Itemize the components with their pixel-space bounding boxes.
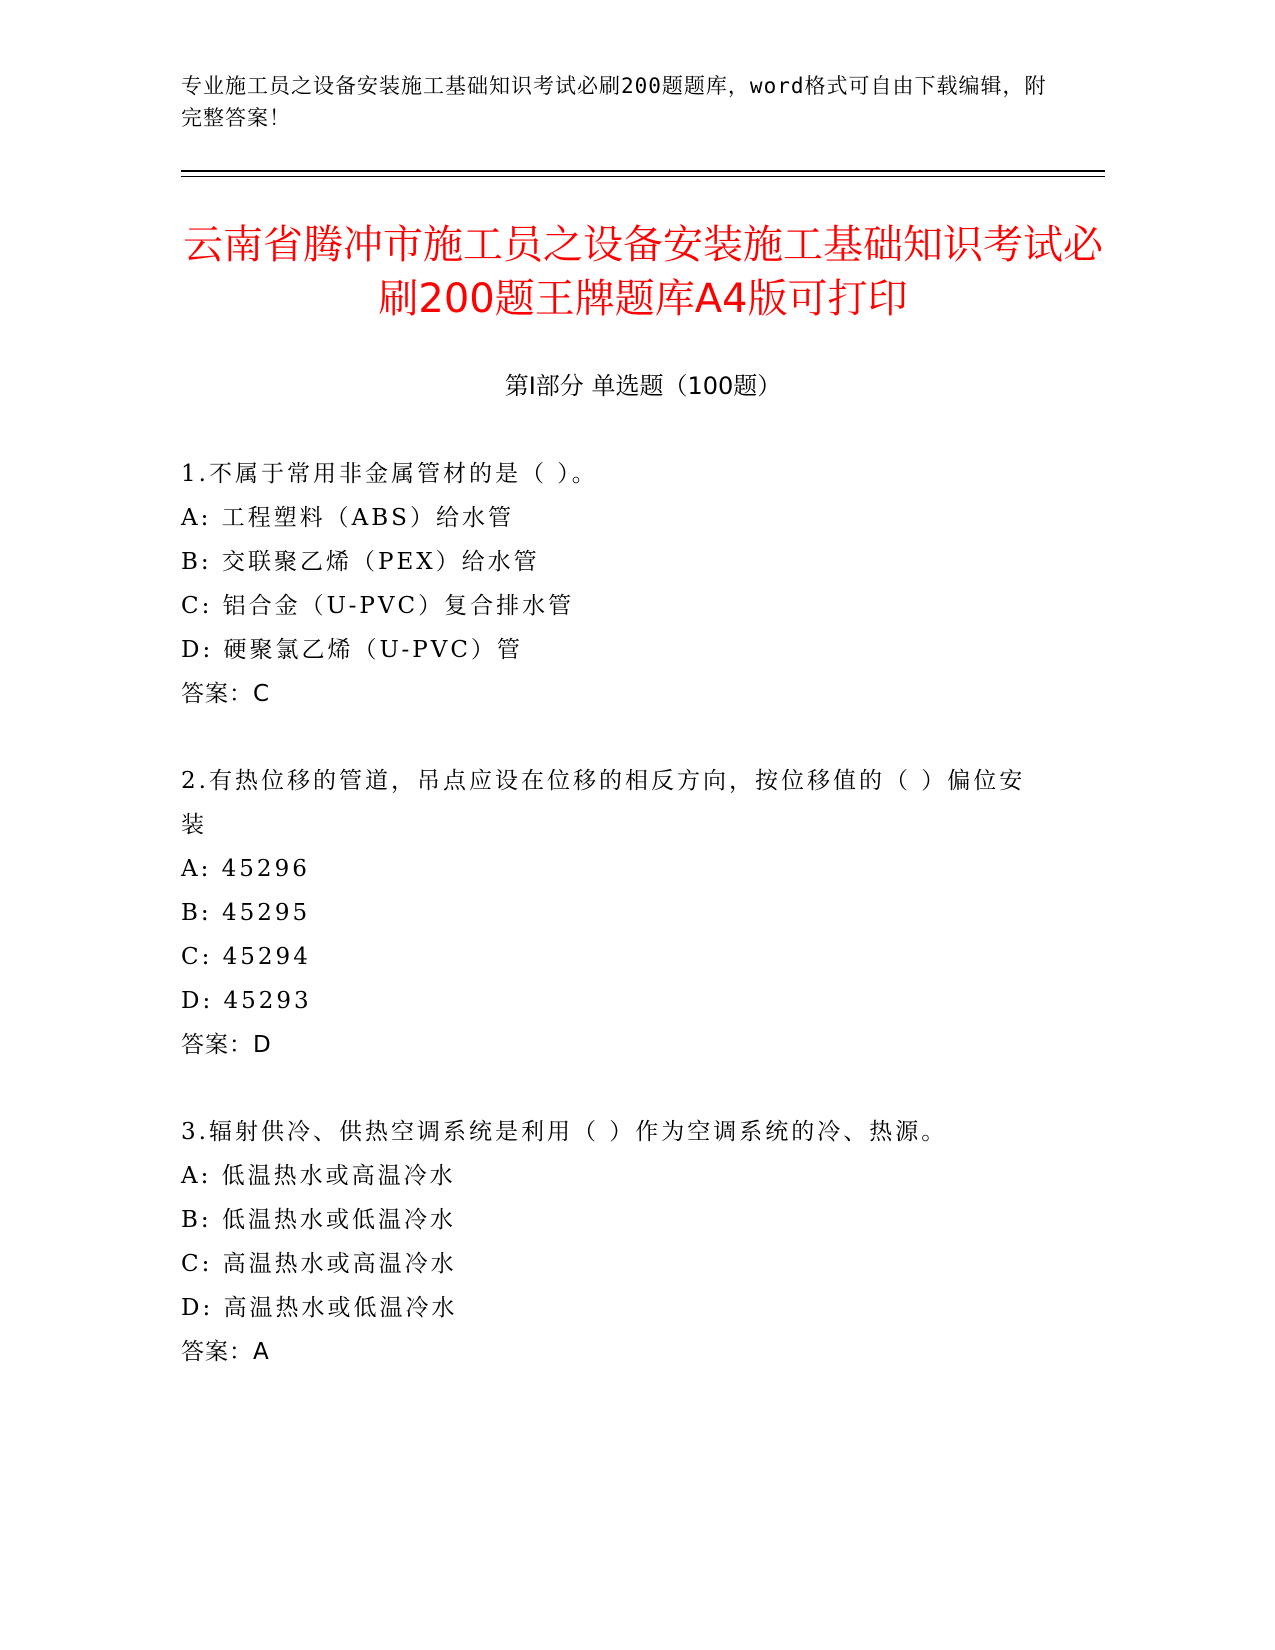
answer: 答案：D <box>181 1032 272 1058</box>
option-a: A: 低温热水或高温冷水 <box>181 1163 456 1189</box>
option-d: D: 45293 <box>181 988 312 1014</box>
option-d: D: 高温热水或低温冷水 <box>181 1295 458 1321</box>
answer: 答案：A <box>181 1339 270 1365</box>
option-b: B: 交联聚乙烯（PEX）给水管 <box>181 549 540 575</box>
header-note: 专业施工员之设备安装施工基础知识考试必刷200题题库，word格式可自由下载编辑，附完整答案！ <box>181 74 1047 130</box>
question-1 <box>181 452 1031 716</box>
header-divider-thick <box>181 170 1105 172</box>
document-title: 云南省腾冲市施工员之设备安装施工基础知识考试必刷200题王牌题库A4版可打印 <box>183 222 1103 322</box>
option-c: C: 高温热水或高温冷水 <box>181 1251 457 1277</box>
section-heading: 第Ⅰ部分 单选题（100题） <box>504 372 782 400</box>
question-list <box>181 452 1031 1417</box>
option-c: C: 45294 <box>181 944 311 970</box>
question-stem: 3.辐射供冷、供热空调系统是利用（ ）作为空调系统的冷、热源。 <box>181 1119 948 1145</box>
option-d: D: 硬聚氯乙烯（U-PVC）管 <box>181 637 523 663</box>
question-stem: 1.不属于常用非金属管材的是（ ）。 <box>181 461 598 487</box>
option-a: A: 45296 <box>181 856 310 882</box>
option-a: A: 工程塑料（ABS）给水管 <box>181 505 514 531</box>
answer: 答案：C <box>181 681 271 707</box>
question-3 <box>181 1110 1031 1374</box>
option-b: B: 低温热水或低温冷水 <box>181 1207 456 1233</box>
question-stem: 2.有热位移的管道，吊点应设在位移的相反方向，按位移值的（ ）偏位安装 <box>181 768 1026 838</box>
option-b: B: 45295 <box>181 900 311 926</box>
question-2 <box>181 759 1031 1067</box>
option-c: C: 铝合金（U-PVC）复合排水管 <box>181 593 575 619</box>
header-divider-thin <box>181 176 1105 177</box>
